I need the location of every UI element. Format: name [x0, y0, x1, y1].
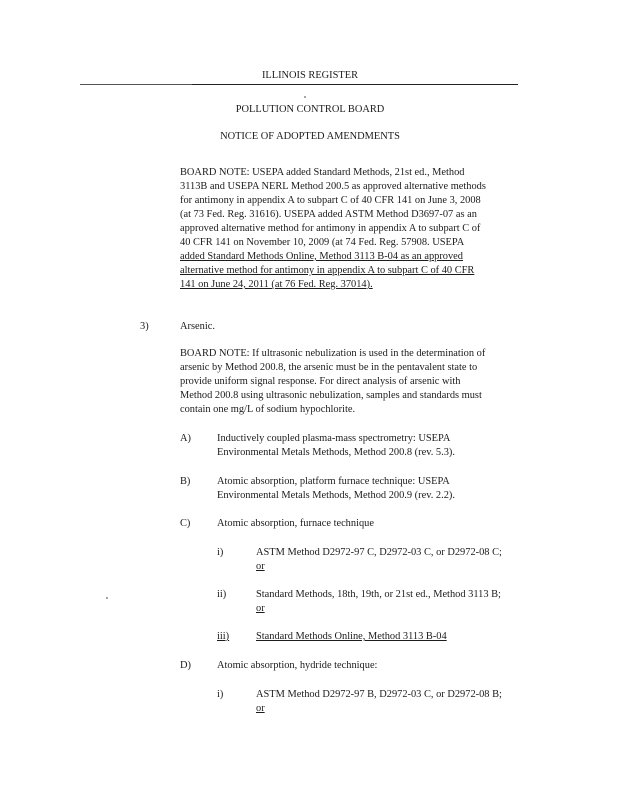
subitem-label: C)	[180, 518, 191, 529]
register-title: ILLINOIS REGISTER	[261, 70, 359, 81]
text-line: Inductively coupled plasma-mass spectrometry: USEPA	[217, 433, 451, 444]
subitem-c-title: Atomic absorption, furnace technique	[217, 518, 374, 529]
subitem-label: D)	[180, 660, 191, 671]
text-line: ASTM Method D2972-97 B, D2972-03 C, or D2972-08 B;	[256, 689, 502, 700]
text-line: 40 CFR 141 on November 10, 2009 (at 74 Fed. Reg. 57908. USEPA	[180, 237, 465, 248]
text-line: contain one mg/L of sodium hypochlorite.	[180, 404, 356, 415]
underlined-line: Standard Methods Online, Method 3113 B-04	[256, 631, 447, 642]
text-line: Environmental Metals Methods, Method 200.9 (rev. 2.2).	[217, 490, 455, 501]
subitem-c-ii-text	[256, 588, 501, 616]
subsubitem-label: iii)	[217, 631, 230, 642]
board-note-antimony	[180, 166, 486, 292]
subitem-d-title: Atomic absorption, hydride technique:	[217, 660, 378, 671]
notice-title: NOTICE OF ADOPTED AMENDMENTS	[220, 131, 400, 142]
board-note-arsenic	[180, 347, 485, 417]
text-line: Environmental Metals Methods, Method 200.8 (rev. 5.3).	[217, 447, 455, 458]
underlined-line: or	[256, 561, 265, 572]
subsubitem-label: ii)	[217, 589, 227, 600]
header-rule-left	[80, 84, 192, 85]
underlined-line: added Standard Methods Online, Method 3113 B-04 as an approved	[180, 251, 463, 262]
subsubitem-label: i)	[217, 547, 224, 558]
underlined-line: 141 on June 24, 2011 (at 76 Fed. Reg. 37014).	[180, 279, 373, 290]
header-rule-right	[192, 84, 518, 85]
text-line: ASTM Method D2972-97 C, D2972-03 C, or D2972-08 C;	[256, 547, 502, 558]
subitem-label: B)	[180, 476, 191, 487]
text-line: Method 200.8 using ultrasonic nebulization, samples and standards must	[180, 390, 482, 401]
subsubitem-label: i)	[217, 689, 224, 700]
underlined-line: or	[256, 603, 265, 614]
subitem-d-i-text	[256, 688, 502, 716]
text-line: 3113B and USEPA NERL Method 200.5 as approved alternative methods	[180, 181, 486, 192]
text-line: provide uniform signal response. For direct analysis of arsenic with	[180, 376, 461, 387]
text-line: Standard Methods, 18th, 19th, or 21st ed., Method 3113 B;	[256, 589, 501, 600]
agency-name: POLLUTION CONTROL BOARD	[235, 104, 385, 115]
item-number: 3)	[140, 321, 149, 332]
text-line: Atomic absorption, platform furnace technique: USEPA	[217, 476, 450, 487]
text-line: arsenic by Method 200.8, the arsenic must be in the pentavalent state to	[180, 362, 478, 373]
subitem-b-text	[217, 475, 455, 503]
text-line: for antimony in appendix A to subpart C of 40 CFR 141 on June 3, 2008	[180, 195, 481, 206]
text-line: approved alternative method for antimony in appendix A to subpart C of	[180, 223, 481, 234]
underlined-line: alternative method for antimony in appendix A to subpart C of 40 CFR	[180, 265, 475, 276]
subitem-label: A)	[180, 433, 191, 444]
subitem-c-i-text	[256, 546, 502, 574]
scan-speck	[106, 597, 108, 599]
scan-speck	[304, 96, 306, 98]
subitem-a-text	[217, 432, 455, 460]
item-title: Arsenic.	[180, 321, 215, 332]
underlined-line: or	[256, 703, 265, 714]
text-line: (at 73 Fed. Reg. 31616). USEPA added ASTM Method D3697-07 as an	[180, 209, 477, 220]
text-line: BOARD NOTE: If ultrasonic nebulization is used in the determination of	[180, 348, 486, 359]
text-line: BOARD NOTE: USEPA added Standard Methods, 21st ed., Method	[180, 167, 465, 178]
